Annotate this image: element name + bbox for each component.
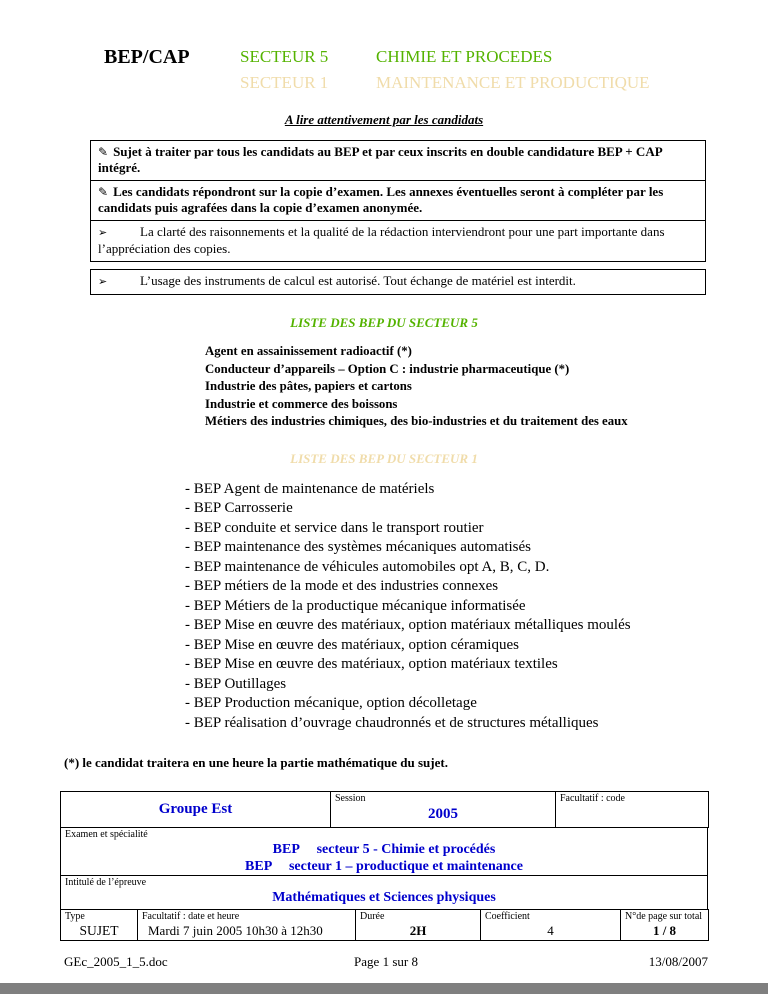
pen-icon: ✎ [98,145,109,159]
list-item: - BEP Mise en œuvre des matériaux, option matériaux textiles [185,656,558,672]
sector-line-1 [240,70,650,96]
notice-text: L’usage des instruments de calcul est autorisé. Tout échange de matériel est interdit. [140,273,576,288]
type-cell [61,910,138,941]
ident-row-2 [60,827,708,876]
notice-row [90,220,706,262]
page-footer [64,954,708,970]
footer-filename: GEc_2005_1_5.doc [64,954,168,969]
date-cell [138,910,356,941]
notice-box [90,140,706,295]
epreuve-value: Mathématiques et Sciences physiques [272,890,496,905]
duree-value: 2H [409,923,427,938]
list-item: - BEP métiers de la mode et des industries connexes [185,578,499,594]
coefficient-cell [481,910,621,941]
list-item: Métiers des industries chimiques, des bio-industries et du traitement des eaux [205,414,628,428]
secteur5-heading: LISTE DES BEP DU SECTEUR 5 [290,315,478,330]
sector-5-name: CHIMIE ET PROCEDES [376,47,553,66]
sector-1-name: MAINTENANCE ET PRODUCTIQUE [376,73,650,92]
secteur5-list [205,343,768,431]
list-item: - BEP conduite et service dans le transport routier [185,519,484,536]
list-item: - BEP Carrosserie [185,500,293,516]
exam-header [104,44,768,96]
ident-row-4 [60,909,709,941]
sector-lines [240,44,650,96]
facultatif-code-label: Facultatif : code [560,793,625,804]
coefficient-value: 4 [547,923,554,938]
notice-text: La clarté des raisonnements et la qualité de la rédaction interviendront pour une part importante dans l’appréciation des copies. [98,224,665,256]
pages-cell [621,910,709,941]
examen-line-2: BEP secteur 1 – productique et maintenance [245,859,523,874]
list-item: - BEP Mise en œuvre des matériaux, option matériaux métalliques moulés [185,617,631,633]
arrow-bullet-icon: ➢ [98,226,108,239]
list-item: Agent en assainissement radioactif (*) [205,344,412,358]
footer-page-number: Page 1 sur 8 [354,954,418,969]
type-label: Type [65,911,85,922]
exam-title: BEP/CAP [104,46,190,68]
arrow-bullet-icon: ➢ [98,275,108,288]
ident-row-3 [60,875,708,910]
groupe-value: Groupe Est [158,801,233,817]
sector-5-label: SECTEUR 5 [240,47,329,66]
pen-icon: ✎ [98,185,109,199]
pages-label: N°de page sur total [625,911,703,922]
coefficient-label: Coefficient [485,911,530,922]
duree-label: Durée [360,911,385,922]
list-item: Conducteur d’appareils – Option C : industrie pharmaceutique (*) [205,361,570,376]
notice-row [90,180,706,221]
notice-title: A lire attentivement par les candidats [284,112,484,127]
session-cell [331,792,556,828]
facultatif-code-cell [556,792,709,828]
notice-row [90,140,706,181]
list-item: - BEP maintenance de véhicules automobiles opt A, B, C, D. [185,558,550,575]
footer-date: 13/08/2007 [648,954,709,969]
duree-cell [356,910,481,941]
viewer-bottom-bar [0,983,768,994]
epreuve-label: Intitulé de l’épreuve [65,877,147,888]
sector-line-5 [240,44,650,70]
examen-label: Examen et spécialité [65,829,148,840]
sector-1-label: SECTEUR 1 [240,73,329,92]
footnote: (*) le candidat traitera en une heure la partie mathématique du sujet. [64,755,448,770]
list-item: - BEP Métiers de la productique mécanique informatisée [185,597,526,614]
date-value: Mardi 7 juin 2005 10h30 à 12h30 [148,923,323,938]
groupe-cell [61,792,331,828]
list-item: Industrie et commerce des boissons [205,396,398,411]
list-item: - BEP Outillages [185,675,287,692]
list-item: - BEP Mise en œuvre des matériaux, option céramiques [185,636,519,653]
notice-text: Sujet à traiter par tous les candidats au BEP et par ceux inscrits en double candidature BEP + CAP intégré. [98,144,662,175]
list-item: - BEP Agent de maintenance de matériels [185,480,435,497]
session-value: 2005 [428,806,458,822]
notice-row [90,269,706,295]
list-item: - BEP Production mécanique, option décolletage [185,695,477,711]
type-value: SUJET [79,923,119,938]
ident-row-1 [60,791,709,828]
secteur1-heading: LISTE DES BEP DU SECTEUR 1 [290,450,478,466]
examen-line-1: BEP secteur 5 - Chimie et procédés [272,842,496,857]
examen-cell [61,828,708,876]
list-item: Industrie des pâtes, papiers et cartons [205,379,412,393]
pages-value: 1 / 8 [652,923,677,938]
date-label: Facultatif : date et heure [142,911,240,922]
session-label: Session [335,793,366,804]
secteur1-list [185,480,768,734]
epreuve-cell [61,876,708,910]
list-item: - BEP maintenance des systèmes mécaniques automatisés [185,539,532,555]
notice-text: Les candidats répondront sur la copie d’examen. Les annexes éventuelles seront à compléter par les candidats puis agrafées dans la copie d’examen anonymée. [98,184,664,215]
ident-table [60,791,708,941]
list-item: - BEP réalisation d’ouvrage chaudronnés et de structures métalliques [185,714,599,731]
